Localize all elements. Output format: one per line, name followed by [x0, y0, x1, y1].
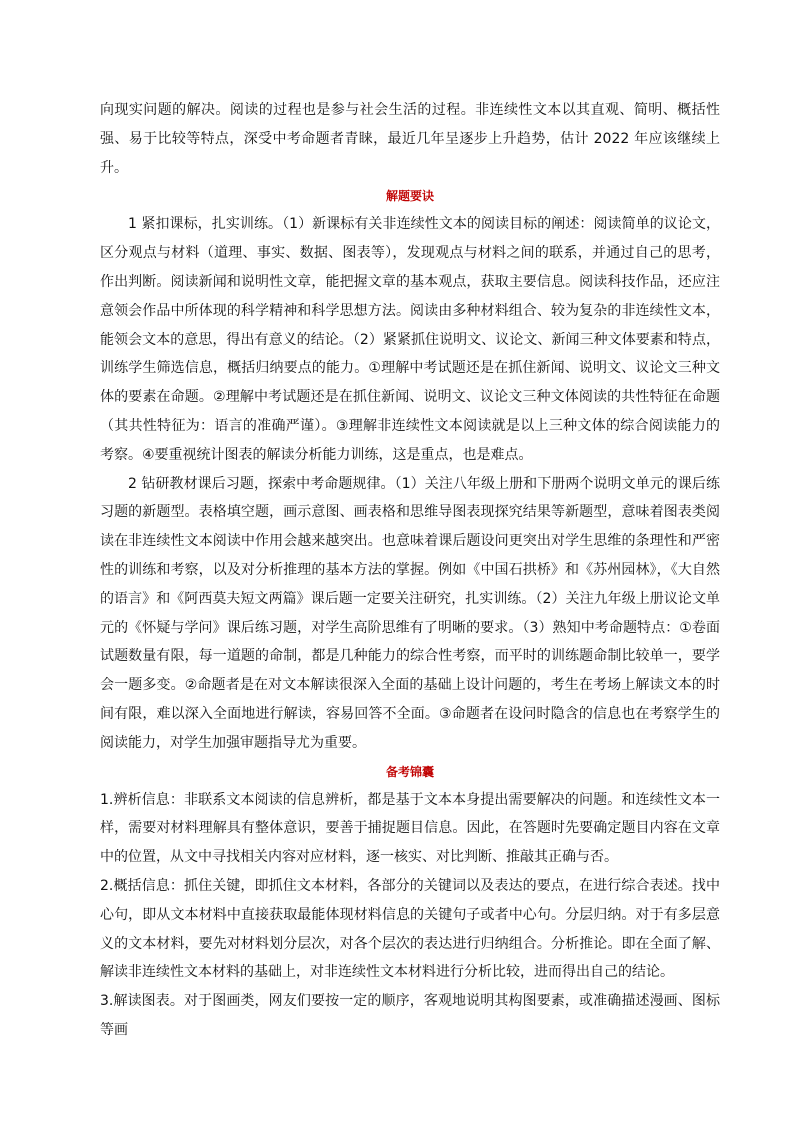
beikao-item-2: 2.概括信息：抓住关键，即抓住文本材料，各部分的关键词以及表达的要点，在进行综合表述。找中心句，即从文本材料中直接获取最能体现材料信息的关键句子或者中心句。分层归纳。对于有多层意义的文本材料，要先对材料划分层次，对各个层次的表达进行归纳组合。分析推论。即在全面了解、解读非连续性文本材料的基础上，对非连续性文本材料进行分析比较，进而得出自己的结论。 — [100, 877, 720, 981]
jieti-paragraph-2: 2 钻研教材课后习题，探索中考命题规律。（1）关注八年级上册和下册两个说明文单元的课后练习题的新题型。表格填空题，画示意图、画表格和思维导图表现探究结果等新题型，意味着图表类阅读在非连续性文本阅读中作用会越来越突出。也意味着课后题设问更突出对学生思维的条理性和严密性的训练和考察，以及对分析推理的基本方法的掌握。例如《中国石拱桥》和《苏州园林》，《大自然的语言》和《阿西莫夫短文两篇》课后题一定要关注研究，扎实训练。（2）关注九年级上册议论文单元的《怀疑与学问》课后练习题，对学生高阶思维有了明晰的要求。（3）熟知中考命题特点：①卷面试题数量有限，每一道题的命制，都是几种能力的综合性考察，而平时的训练题命制比较单一，要学会一题多变。②命题者是在对文本解读很深入全面的基础上设计问题的，考生在考场上解读文本的时间有限，难以深入全面地进行解读，容易回答不全面。③命题者在设问时隐含的信息也在考察学生的阅读能力，对学生加强审题指导尤为重要。 — [100, 475, 720, 751]
section-heading-jieti-yaojue: 解题要诀 — [385, 189, 434, 204]
section-heading-beikao-jinnang: 备考锦囊 — [385, 764, 434, 779]
jieti-paragraph-1: 1 紧扣课标，扎实训练。（1）新课标有关非连续性文本的阅读目标的阐述：阅读简单的议论文，区分观点与材料（道理、事实、数据、图表等），发现观点与材料之间的联系，并通过自己的思考，作出判断。阅读新闻和说明性文章，能把握文章的基本观点，获取主要信息。阅读科技作品，还应注意领会作品中所体现的科学精神和科学思想方法。阅读由多种材料组合、较为复杂的非连续性文本，能领会文本的意思，得出有意义的结论。（2）紧紧抓住说明文、议论文、新闻三种文体要素和特点，训练学生筛选信息，概括归纳要点的能力。①理解中考试题还是在抓住新闻、说明文、议论文三种文体的要素在命题。②理解中考试题还是在抓住新闻、说明文、议论文三种文体阅读的共性特征在命题（其共性特征为：语言的准确严谨）。③理解非连续性文本阅读就是以上三种文体的综合阅读能力的考察。④要重视统计图表的解读分析能力训练，这是重点，也是难点。 — [100, 216, 720, 463]
beikao-item-1: 1.辨析信息：非联系文本阅读的信息辨析，都是基于文本本身提出需要解决的问题。和连续性文本一样，需要对材料理解具有整体意识，要善于捕捉题目信息。因此，在答题时先要确定题目内容在文章中的位置，从文中寻找相关内容对应材料，逐一核实、对比判断、推敲其正确与否。 — [100, 791, 720, 866]
intro-paragraph: 向现实问题的解决。阅读的过程也是参与社会生活的过程。非连续性文本以其直观、简明、概括性强、易于比较等特点，深受中考命题者青睐，最近几年呈逐步上升趋势，估计 2022 年应该继续上升。 — [100, 102, 720, 176]
document-page — [100, 96, 720, 1045]
beikao-item-3: 3.解读图表。对于图画类，网友们要按一定的顺序，客观地说明其构图要素，或准确描述漫画、图标等画 — [100, 993, 720, 1038]
